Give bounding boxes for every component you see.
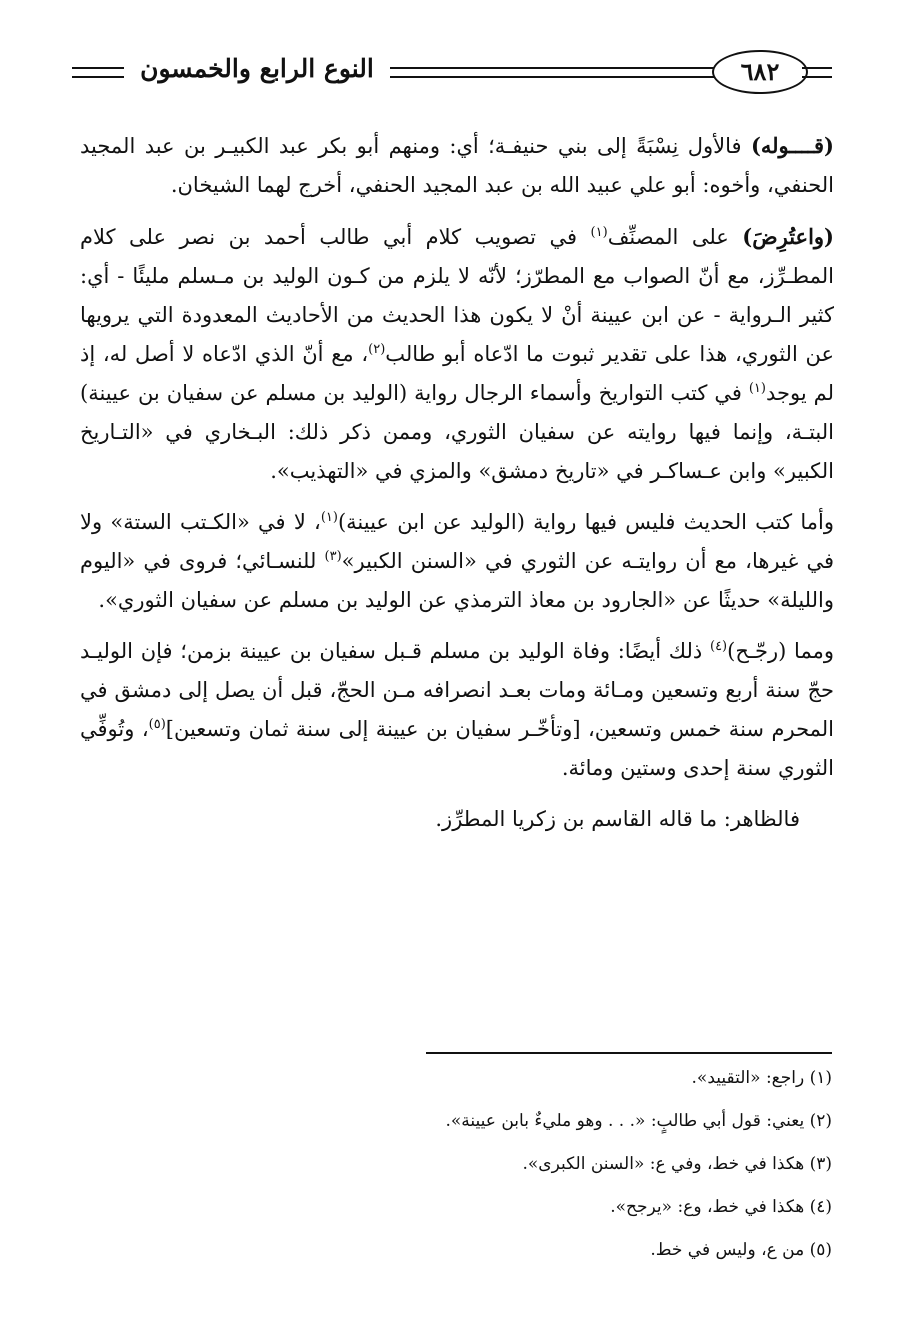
footnote-ref: (٤): [709, 639, 728, 654]
paragraph-text: ، مع أنّ الذي ادّعاه لا أصل له، إذ لم يوجد: [80, 342, 834, 405]
paragraph-4: [80, 632, 834, 788]
paragraph-text: فالظاهر: ما قاله القاسم بن زكريا المطرِّز.: [435, 807, 800, 831]
footnote-ref: (١): [590, 225, 608, 240]
footnote-separator: [426, 1052, 832, 1054]
footnotes: [80, 1066, 832, 1281]
paragraph-1: [80, 126, 834, 205]
paragraph-text: ومما (رجّـح): [727, 639, 834, 663]
footnote-ref: (٣): [324, 549, 342, 564]
running-header: [72, 38, 832, 98]
footnote: (٣) هكذا في خط، وفي ع: «السنن الكبرى».: [522, 1154, 832, 1174]
footnote-ref: (٥): [148, 717, 166, 732]
footnote-ref: (١): [320, 510, 338, 525]
paragraph-text: ، وتُوفِّي الثوري سنة إحدى وستين ومائة.: [80, 717, 834, 780]
paragraph-text: وأما كتب الحديث فليس فيها رواية (الوليد عن ابن عيينة): [337, 510, 834, 534]
paragraph-5: [80, 800, 834, 839]
footnote-ref: (١): [748, 381, 766, 396]
header-rule-left: [72, 67, 124, 78]
chapter-title: النوع الرابع والخمسون: [140, 54, 374, 83]
paragraph-2: [80, 217, 834, 491]
footnote-ref: (٢): [368, 342, 386, 357]
footnote: (٢) يعني: قول أبي طالبٍ: «. . . وهو مليءٌ بابن عيينة».: [445, 1111, 832, 1131]
keyword: (قــــوله): [750, 133, 834, 158]
paragraph-text: فالأول نِسْبَةً إلى بني حنيفـة؛ أي: ومنهم أبو بكر عبد الكبيـر بن عبد المجيد الحنفي، وأخوه: أبو علي عبيد الله بن عبد المجيد الحنفي، أخرج لهما الشيخان.: [80, 134, 834, 197]
paragraph-text: للنسـائي؛ فروى في «اليوم والليلة» حديثًا عن «الجارود بن معاذ الترمذي عن الوليد بن مسلم عن سفيان الثوري».: [80, 549, 834, 612]
paragraph-text: في تصويب كلام أبي طالب أحمد بن نصر على كلام المطـرِّز، مع أنّ الصواب مع المطرّز؛ لأنّه لا يلزم من كـون الوليد بن مـسلم مليئًا - أي: كثير الـرواية - عن ابن عيينة أنْ لا يكون هذا الحديث من الأحاديث المعدودة التي يرويها عن الثوري، هذا على تقدير ثبوت ما ادّعاه أبو طالب: [80, 225, 835, 366]
header-rule-right: [802, 67, 832, 78]
paragraph-3: [80, 503, 834, 620]
main-text: [80, 126, 834, 851]
footnote: (٤) هكذا في خط، وع: «يرجح».: [610, 1197, 832, 1217]
footnote: (٥) من ع، وليس في خط.: [650, 1240, 832, 1260]
page-number: ٦٨٢: [712, 50, 808, 94]
paragraph-text: على المصنِّف: [607, 225, 743, 249]
header-rule-middle: [390, 67, 750, 78]
keyword: (واعتُرِضَ): [742, 224, 834, 249]
paragraph-text: ذلك أيضًا: وفاة الوليد بن مسلم قـبل سفيان بن عيينة بزمن؛ فإن الوليـد حجّ سنة أربع وتسعين ومـائة ومات بعـد انصرافه مـن الحجّ، قبل أن يصل إلى دمشق في المحرم سنة خمس وتسعين، [وتأخّـر سفيان بن عيينة إلى سنة ثمان وتسعين]: [80, 639, 834, 741]
paragraph-text: ، لا في «الكـتب الستة» ولا في غيرها، مع أن روايتـه عن الثوري في «السنن الكبير»: [80, 510, 834, 573]
paragraph-text: في كتب التواريخ وأسماء الرجال رواية (الوليد بن مسلم عن سفيان بن عيينة) البتـة، وإنما فيها روايته عن سفيان الثوري، وممن ذكر ذلك: البـخاري في «التـاريخ الكبير» وابن عـساكـر في «تاريخ دمشق» والمزي في «التهذيب».: [80, 381, 834, 483]
footnote: (١) راجع: «التقييد».: [691, 1068, 832, 1088]
